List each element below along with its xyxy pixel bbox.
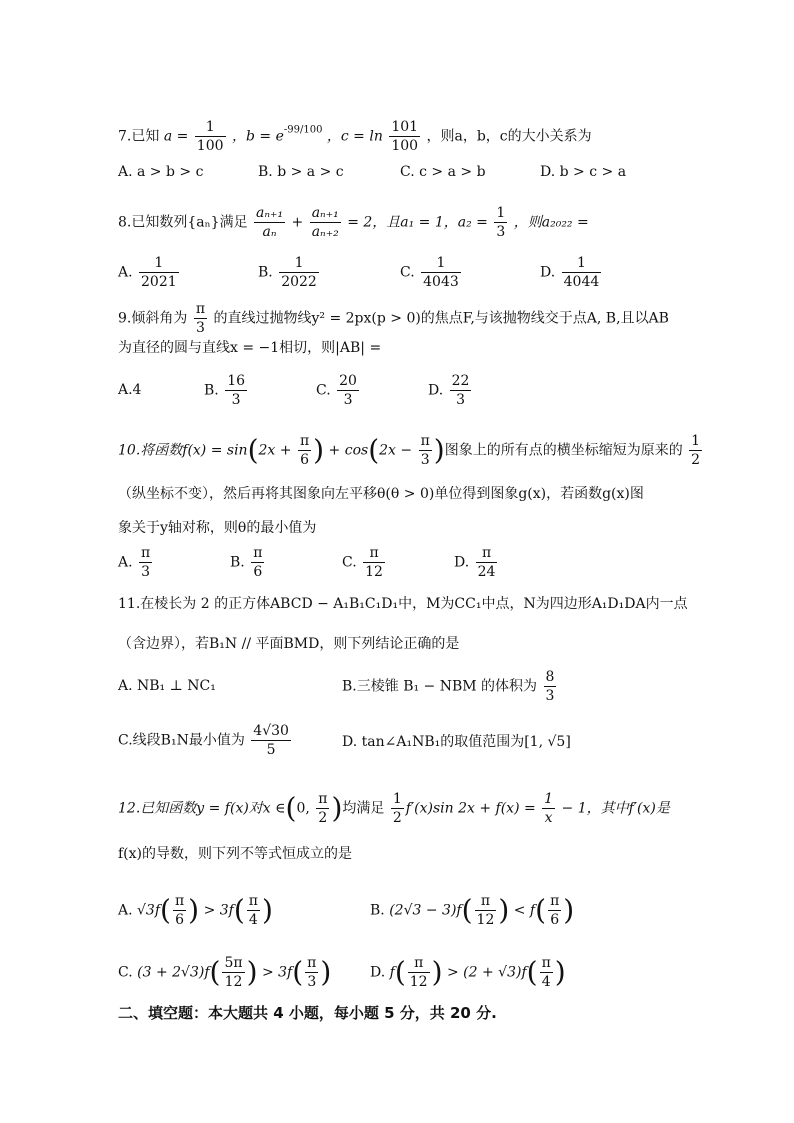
- q12-option-d-paren-open-1: (: [394, 955, 406, 989]
- q8-plus: +: [291, 214, 304, 231]
- q10-arg2-den: 3: [420, 452, 430, 468]
- q12-option-d-den-2: 4: [541, 974, 551, 990]
- q8-option-c-num: 1: [421, 254, 461, 273]
- q10-option-a-den: 3: [141, 564, 151, 580]
- q12-option-b-fraction-2: [548, 892, 561, 929]
- q11-option-b: [342, 668, 558, 705]
- q11-option-c-fraction: [251, 722, 291, 759]
- q10-option-b-label: B.: [230, 554, 245, 571]
- q7-a-fraction: [195, 118, 226, 155]
- q12-option-b-fraction-1: [475, 892, 497, 929]
- q9-option-c-label: C.: [316, 382, 331, 399]
- q8-term2-num: aₙ₊₁: [311, 205, 339, 221]
- q8-a2-den: 3: [496, 224, 506, 240]
- q9-option-c-den: 3: [343, 392, 353, 408]
- q12-option-a-num-1: π: [174, 893, 185, 909]
- q9-angle-den: 3: [195, 320, 205, 336]
- q10-line-3: 象关于y轴对称，则θ的最小值为: [118, 520, 317, 536]
- q10-arg1-num: π: [299, 433, 310, 449]
- q9-angle-fraction: [194, 300, 207, 337]
- q10-option-d-num: π: [476, 544, 498, 563]
- q7-prefix: 7.已知: [118, 128, 160, 145]
- q12-mid-1: 均满足: [342, 800, 385, 817]
- q10-mid: + cos: [328, 442, 369, 459]
- q7-option-d: D. b > c > a: [540, 164, 627, 180]
- q8-option-b: [258, 254, 321, 291]
- q7-option-c: C. c > a > b: [400, 164, 486, 180]
- q9-option-d-num: 22: [451, 373, 470, 389]
- q9-option-b-label: B.: [204, 382, 219, 399]
- q9-option-c: [316, 372, 361, 409]
- q7-option-b: B. b > a > c: [258, 164, 344, 180]
- q11-option-c: [118, 722, 293, 759]
- q12-mid-2: f′(x)sin 2x + f(x) =: [405, 800, 536, 817]
- q12-option-a-paren-open-1: (: [160, 893, 171, 927]
- q8-a2-fraction: [494, 204, 507, 241]
- q10-option-d: [454, 544, 499, 581]
- q10-arg2: 2x −: [379, 442, 413, 459]
- q8-option-b-fraction: [279, 254, 319, 291]
- q12-option-d-den-1: 12: [409, 974, 428, 990]
- q12-option-a-fraction-2: [247, 892, 260, 929]
- q12-option-a-den-1: 6: [175, 912, 185, 928]
- q10-option-c-label: C.: [342, 554, 357, 571]
- q12-option-d-lhs: f: [389, 964, 395, 981]
- q8-option-c-label: C.: [400, 264, 415, 281]
- q12-option-c-fraction-1: [222, 954, 244, 991]
- q12-option-d: [370, 954, 566, 991]
- q8-option-c: [400, 254, 463, 291]
- q8-condition: = 2，且a₁ = 1，a₂ =: [347, 214, 488, 231]
- q7-b-exponent: -99/100: [283, 124, 323, 136]
- q12-option-d-fraction-2: [540, 954, 553, 991]
- q10-paren-close-1: ): [313, 433, 325, 467]
- q11-option-a: A. NB₁ ⊥ NC₁: [118, 678, 216, 694]
- q10-option-c-fraction: [363, 544, 385, 581]
- q8-term1-num: aₙ₊₁: [256, 205, 284, 221]
- q10-option-a-fraction: [139, 544, 152, 581]
- q7-suffix: ，则a，b，c的大小关系为: [426, 128, 592, 145]
- q7-a-lhs: a =: [163, 128, 189, 145]
- q12-option-d-paren-close-1: ): [431, 955, 443, 989]
- q12-option-b-den-2: 6: [550, 912, 560, 928]
- q12-option-c-paren-open-2: (: [292, 955, 304, 989]
- question-12: [118, 790, 670, 827]
- q10-arg1: 2x +: [258, 442, 292, 459]
- question-10: [118, 432, 704, 469]
- q10-half-num: 1: [691, 433, 701, 449]
- q12-option-d-paren-close-2: ): [554, 955, 566, 989]
- q8-option-a-label: A.: [118, 264, 133, 281]
- q12-option-a-paren-close-2: ): [261, 893, 273, 927]
- q8-option-d-den: 4044: [563, 274, 600, 290]
- q12-reciprocal-fraction: [542, 790, 555, 827]
- q12-option-a-fraction-1: [173, 892, 186, 929]
- q12-prefix: 12.已知函数y = f(x)对x ∈: [118, 800, 286, 817]
- q8-option-a-fraction: [139, 254, 179, 291]
- q8-option-b-label: B.: [258, 264, 273, 281]
- q8-option-d: [540, 254, 603, 291]
- q12-option-b-paren-open-1: (: [461, 893, 473, 927]
- q7-c-lhs: ，c = ln: [326, 128, 383, 145]
- q11-option-c-num: 4√30: [253, 723, 289, 739]
- q12-option-a: [118, 892, 273, 929]
- q12-option-c-den-2: 3: [307, 974, 317, 990]
- q10-half-den: 2: [691, 452, 701, 468]
- q12-reciprocal-den: x: [544, 810, 553, 826]
- q10-option-d-fraction: [476, 544, 498, 581]
- q10-option-c-den: 12: [365, 564, 383, 580]
- q10-option-c-num: π: [363, 544, 385, 563]
- q10-option-a: [118, 544, 154, 581]
- q9-text-1: 的直线过抛物线y² = 2px(p > 0)的焦点F,与该抛物线交于点A, B,且以AB: [213, 310, 669, 327]
- q9-option-c-fraction: [337, 372, 359, 409]
- q11-option-b-fraction: [544, 668, 557, 705]
- q12-option-c-op: > 3f: [261, 964, 293, 981]
- q8-term2-den: aₙ₊₂: [311, 224, 339, 240]
- q10-option-b: [230, 544, 266, 581]
- question-8: [118, 204, 589, 241]
- q12-option-c-paren-open-1: (: [209, 955, 221, 989]
- q7-c-num: 101: [391, 119, 419, 135]
- q12-interval-start: 0,: [296, 800, 310, 817]
- q12-option-d-fraction-1: [408, 954, 430, 991]
- q8-option-b-num: 1: [279, 254, 319, 273]
- q10-option-b-fraction: [251, 544, 264, 581]
- q12-option-a-label: A.: [118, 902, 133, 919]
- q12-option-b-paren-close-1: ): [498, 893, 510, 927]
- q8-option-b-den: 2022: [281, 274, 317, 290]
- q9-angle-num: π: [195, 301, 206, 317]
- q10-paren-open-2: (: [368, 433, 380, 467]
- q12-option-d-paren-open-2: (: [526, 955, 538, 989]
- q9-option-d: [428, 372, 473, 409]
- q7-option-a: A. a > b > c: [118, 164, 204, 180]
- q12-paren-close: ): [331, 791, 343, 825]
- q8-option-a: [118, 254, 181, 291]
- q12-option-b-den-1: 12: [476, 912, 495, 928]
- q12-option-c-fraction-2: [305, 954, 318, 991]
- q10-arg1-den: 6: [300, 452, 310, 468]
- q8-option-d-label: D.: [540, 264, 556, 281]
- q12-option-c-lhs: (3 + 2√3)f: [137, 964, 210, 981]
- q12-option-b-paren-open-2: (: [535, 893, 547, 927]
- q12-paren-open: (: [285, 791, 297, 825]
- q10-arg1-fraction: [298, 432, 311, 469]
- q12-option-c-paren-close-1: ): [246, 955, 258, 989]
- q12-option-b-op: < f: [513, 902, 536, 919]
- q12-option-c: [118, 954, 331, 991]
- q10-option-a-label: A.: [118, 554, 133, 571]
- q9-option-a: A.4: [118, 382, 142, 398]
- q10-option-d-label: D.: [454, 554, 470, 571]
- q12-option-b-num-2: π: [550, 893, 560, 909]
- q9-option-b: [204, 372, 249, 409]
- q12-option-c-den-1: 12: [224, 974, 243, 990]
- q8-option-d-fraction: [562, 254, 602, 291]
- q8-option-c-fraction: [421, 254, 461, 291]
- q8-prefix: 8.已知数列{aₙ}满足: [118, 214, 248, 231]
- q10-half-fraction: [689, 432, 702, 469]
- q9-option-d-den: 3: [456, 392, 466, 408]
- q12-interval-den: 2: [318, 810, 328, 826]
- q12-option-a-paren-open-2: (: [233, 893, 245, 927]
- q12-option-a-op: > 3f: [203, 902, 234, 919]
- q10-option-b-num: π: [253, 545, 263, 561]
- q12-half-num: 1: [392, 791, 402, 807]
- q10-option-b-den: 6: [253, 564, 263, 580]
- q11-line-2: （含边界），若B₁N // 平面BMD，则下列结论正确的是: [118, 636, 460, 652]
- q10-option-c: [342, 544, 387, 581]
- question-7: [118, 118, 592, 155]
- q7-a-den: 100: [196, 138, 224, 154]
- q12-option-c-label: C.: [118, 964, 133, 981]
- q7-a-num: 1: [195, 118, 226, 137]
- q10-paren-close-2: ): [433, 433, 445, 467]
- q11-option-c-text: C.线段B₁N最小值为: [118, 732, 245, 749]
- q8-term1-fraction: [254, 204, 285, 241]
- q9-option-d-label: D.: [428, 382, 444, 399]
- q12-option-c-num-2: π: [307, 955, 317, 971]
- q10-option-a-num: π: [141, 545, 151, 561]
- q12-option-b-paren-close-2: ): [563, 893, 575, 927]
- q9-prefix: 9.倾斜角为: [118, 310, 188, 327]
- q9-option-b-num: 16: [227, 373, 246, 389]
- q9-option-d-fraction: [450, 372, 472, 409]
- q12-option-d-num-2: π: [541, 955, 551, 971]
- q12-interval-fraction: [316, 790, 329, 827]
- q12-option-a-lhs: √3f: [137, 902, 161, 919]
- q10-prefix: 10.将函数f(x) = sin: [118, 442, 248, 459]
- q10-arg2-fraction: [419, 432, 432, 469]
- q12-option-d-num-1: π: [408, 954, 430, 973]
- q12-option-b-lhs: (2√3 − 3)f: [389, 902, 462, 919]
- q12-option-a-paren-close-1: ): [188, 893, 200, 927]
- q11-line-1: 11.在棱长为 2 的正方体ABCD − A₁B₁C₁D₁中，M为CC₁中点，N为四边形A₁D₁DA内一点: [118, 596, 688, 612]
- q11-option-b-num: 8: [545, 669, 555, 685]
- q8-option-a-den: 2021: [141, 274, 177, 290]
- q12-interval-num: π: [318, 791, 328, 807]
- q12-option-a-den-2: 4: [248, 912, 258, 928]
- q10-text-1: 图象上的所有点的横坐标缩短为原来的: [444, 442, 683, 459]
- q8-a2-num: 1: [496, 205, 506, 221]
- q10-arg2-num: π: [420, 433, 430, 449]
- q9-option-b-den: 3: [231, 392, 241, 408]
- q8-option-d-num: 1: [562, 254, 602, 273]
- q12-option-d-label: D.: [370, 964, 386, 981]
- q10-option-d-den: 24: [477, 564, 496, 580]
- q12-option-b-num-1: π: [475, 892, 497, 911]
- q7-c-den: 100: [391, 138, 419, 154]
- q12-option-b-label: B.: [370, 902, 385, 919]
- q12-line-2: f(x)的导数，则下列不等式恒成立的是: [118, 846, 353, 862]
- q12-reciprocal-num: 1: [544, 791, 554, 807]
- q8-term1-den: aₙ: [262, 224, 277, 240]
- q8-term2-fraction: [310, 204, 341, 241]
- question-9: [118, 300, 669, 337]
- q10-paren-open-1: (: [247, 433, 259, 467]
- q12-option-c-paren-close-2: ): [320, 955, 332, 989]
- q11-option-d: D. tan∠A₁NB₁的取值范围为[1, √5]: [342, 734, 571, 750]
- q7-c-fraction: [389, 118, 420, 155]
- q9-option-c-num: 20: [339, 373, 357, 389]
- q7-b-lhs: ，b = e: [231, 128, 284, 145]
- q9-line-2: 为直径的圆与直线x = −1相切，则|AB| =: [118, 340, 382, 356]
- q12-half-fraction: [391, 790, 404, 827]
- q11-option-b-den: 3: [545, 688, 555, 704]
- q12-half-den: 2: [392, 810, 402, 826]
- q12-option-c-num-1: 5π: [224, 955, 243, 971]
- q8-option-a-num: 1: [139, 254, 179, 273]
- q11-option-b-text: B.三棱锥 B₁ − NBM 的体积为: [342, 678, 538, 695]
- q8-option-c-den: 4043: [423, 274, 459, 290]
- q10-line-2: （纵坐标不变），然后再将其图象向左平移θ(θ > 0)单位得到图象g(x)，若函数g(x)图: [118, 486, 644, 502]
- q9-option-b-fraction: [225, 372, 247, 409]
- q12-suffix: − 1，其中f′(x)是: [561, 800, 670, 817]
- q12-option-d-op: > (2 + √3)f: [446, 964, 527, 981]
- section-2-heading: 二、填空题：本大题共 4 小题，每小题 5 分，共 20 分.: [118, 1004, 497, 1022]
- q12-option-b: [370, 892, 574, 929]
- q12-option-a-num-2: π: [248, 893, 258, 909]
- q11-option-c-den: 5: [266, 742, 276, 758]
- q8-suffix: ，则a₂₀₂₂ =: [513, 214, 589, 231]
